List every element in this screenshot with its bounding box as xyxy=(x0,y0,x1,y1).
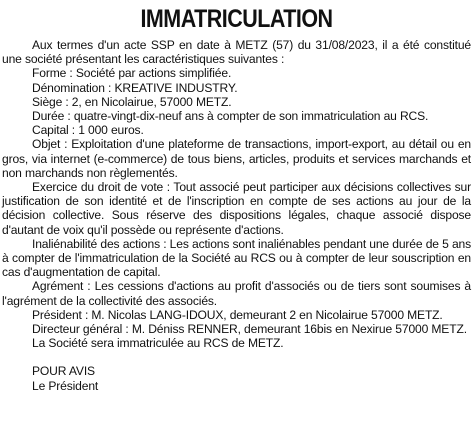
inalienabilite-paragraph: Inaliénabilité des actions : Les actions sont inaliénables pendant une durée de 5 ans à compter de l'immatriculation de la Société au RCS ou à compter de leur souscription en cas d'augmentation de capital. xyxy=(2,236,471,280)
directeur-line: Directeur général : M. Déniss RENNER, demeurant 16bis en Nexirue 57000 METZ. xyxy=(32,322,467,337)
notice-body xyxy=(2,38,471,393)
siege-line: Siège : 2, en Nicolairue, 57000 METZ. xyxy=(32,94,232,109)
immatriculation-line: La Société sera immatriculée au RCS de METZ. xyxy=(32,336,284,351)
intro-paragraph: Aux termes d'un acte SSP en date à METZ (57) du 31/08/2023, il a été constitué une société présentant les caractéristiques suivantes : xyxy=(2,38,471,67)
notice-title: IMMATRICULATION xyxy=(140,5,333,33)
denomination-line: Dénomination : KREATIVE INDUSTRY. xyxy=(32,80,238,95)
capital-line: Capital : 1 000 euros. xyxy=(32,123,144,138)
forme-line: Forme : Société par actions simplifiée. xyxy=(32,66,232,81)
president-line: Président : M. Nicolas LANG-IDOUX, demeurant 2 en Nicolairue 57000 METZ. xyxy=(32,307,443,322)
objet-paragraph: Objet : Exploitation d'une plateforme de transactions, import-export, au détail ou en gros, via internet (e-commerce) de tous biens, articles, produits et services marchands et non marchands non règlementés. xyxy=(2,137,471,180)
vote-paragraph: Exercice du droit de vote : Tout associé peut participer aux décisions collectives sur justification de son identité et de l'inscription en compte de ses actions au jour de la décision collective. Sous réserve des dispositions légales, chaque associé dispose d'autant de voix qu'il possède ou représente d'actions. xyxy=(2,180,471,237)
signature-pour-avis: POUR AVIS xyxy=(32,364,95,379)
signature-role: Le Président xyxy=(32,378,99,393)
duree-line: Durée : quatre-vingt-dix-neuf ans à compter de son immatriculation au RCS. xyxy=(32,109,429,124)
spacer xyxy=(2,350,471,364)
agrement-paragraph: Agrément : Les cessions d'actions au profit d'associés ou de tiers sont soumises à l'agrément de la collectivité des associés. xyxy=(2,279,471,308)
